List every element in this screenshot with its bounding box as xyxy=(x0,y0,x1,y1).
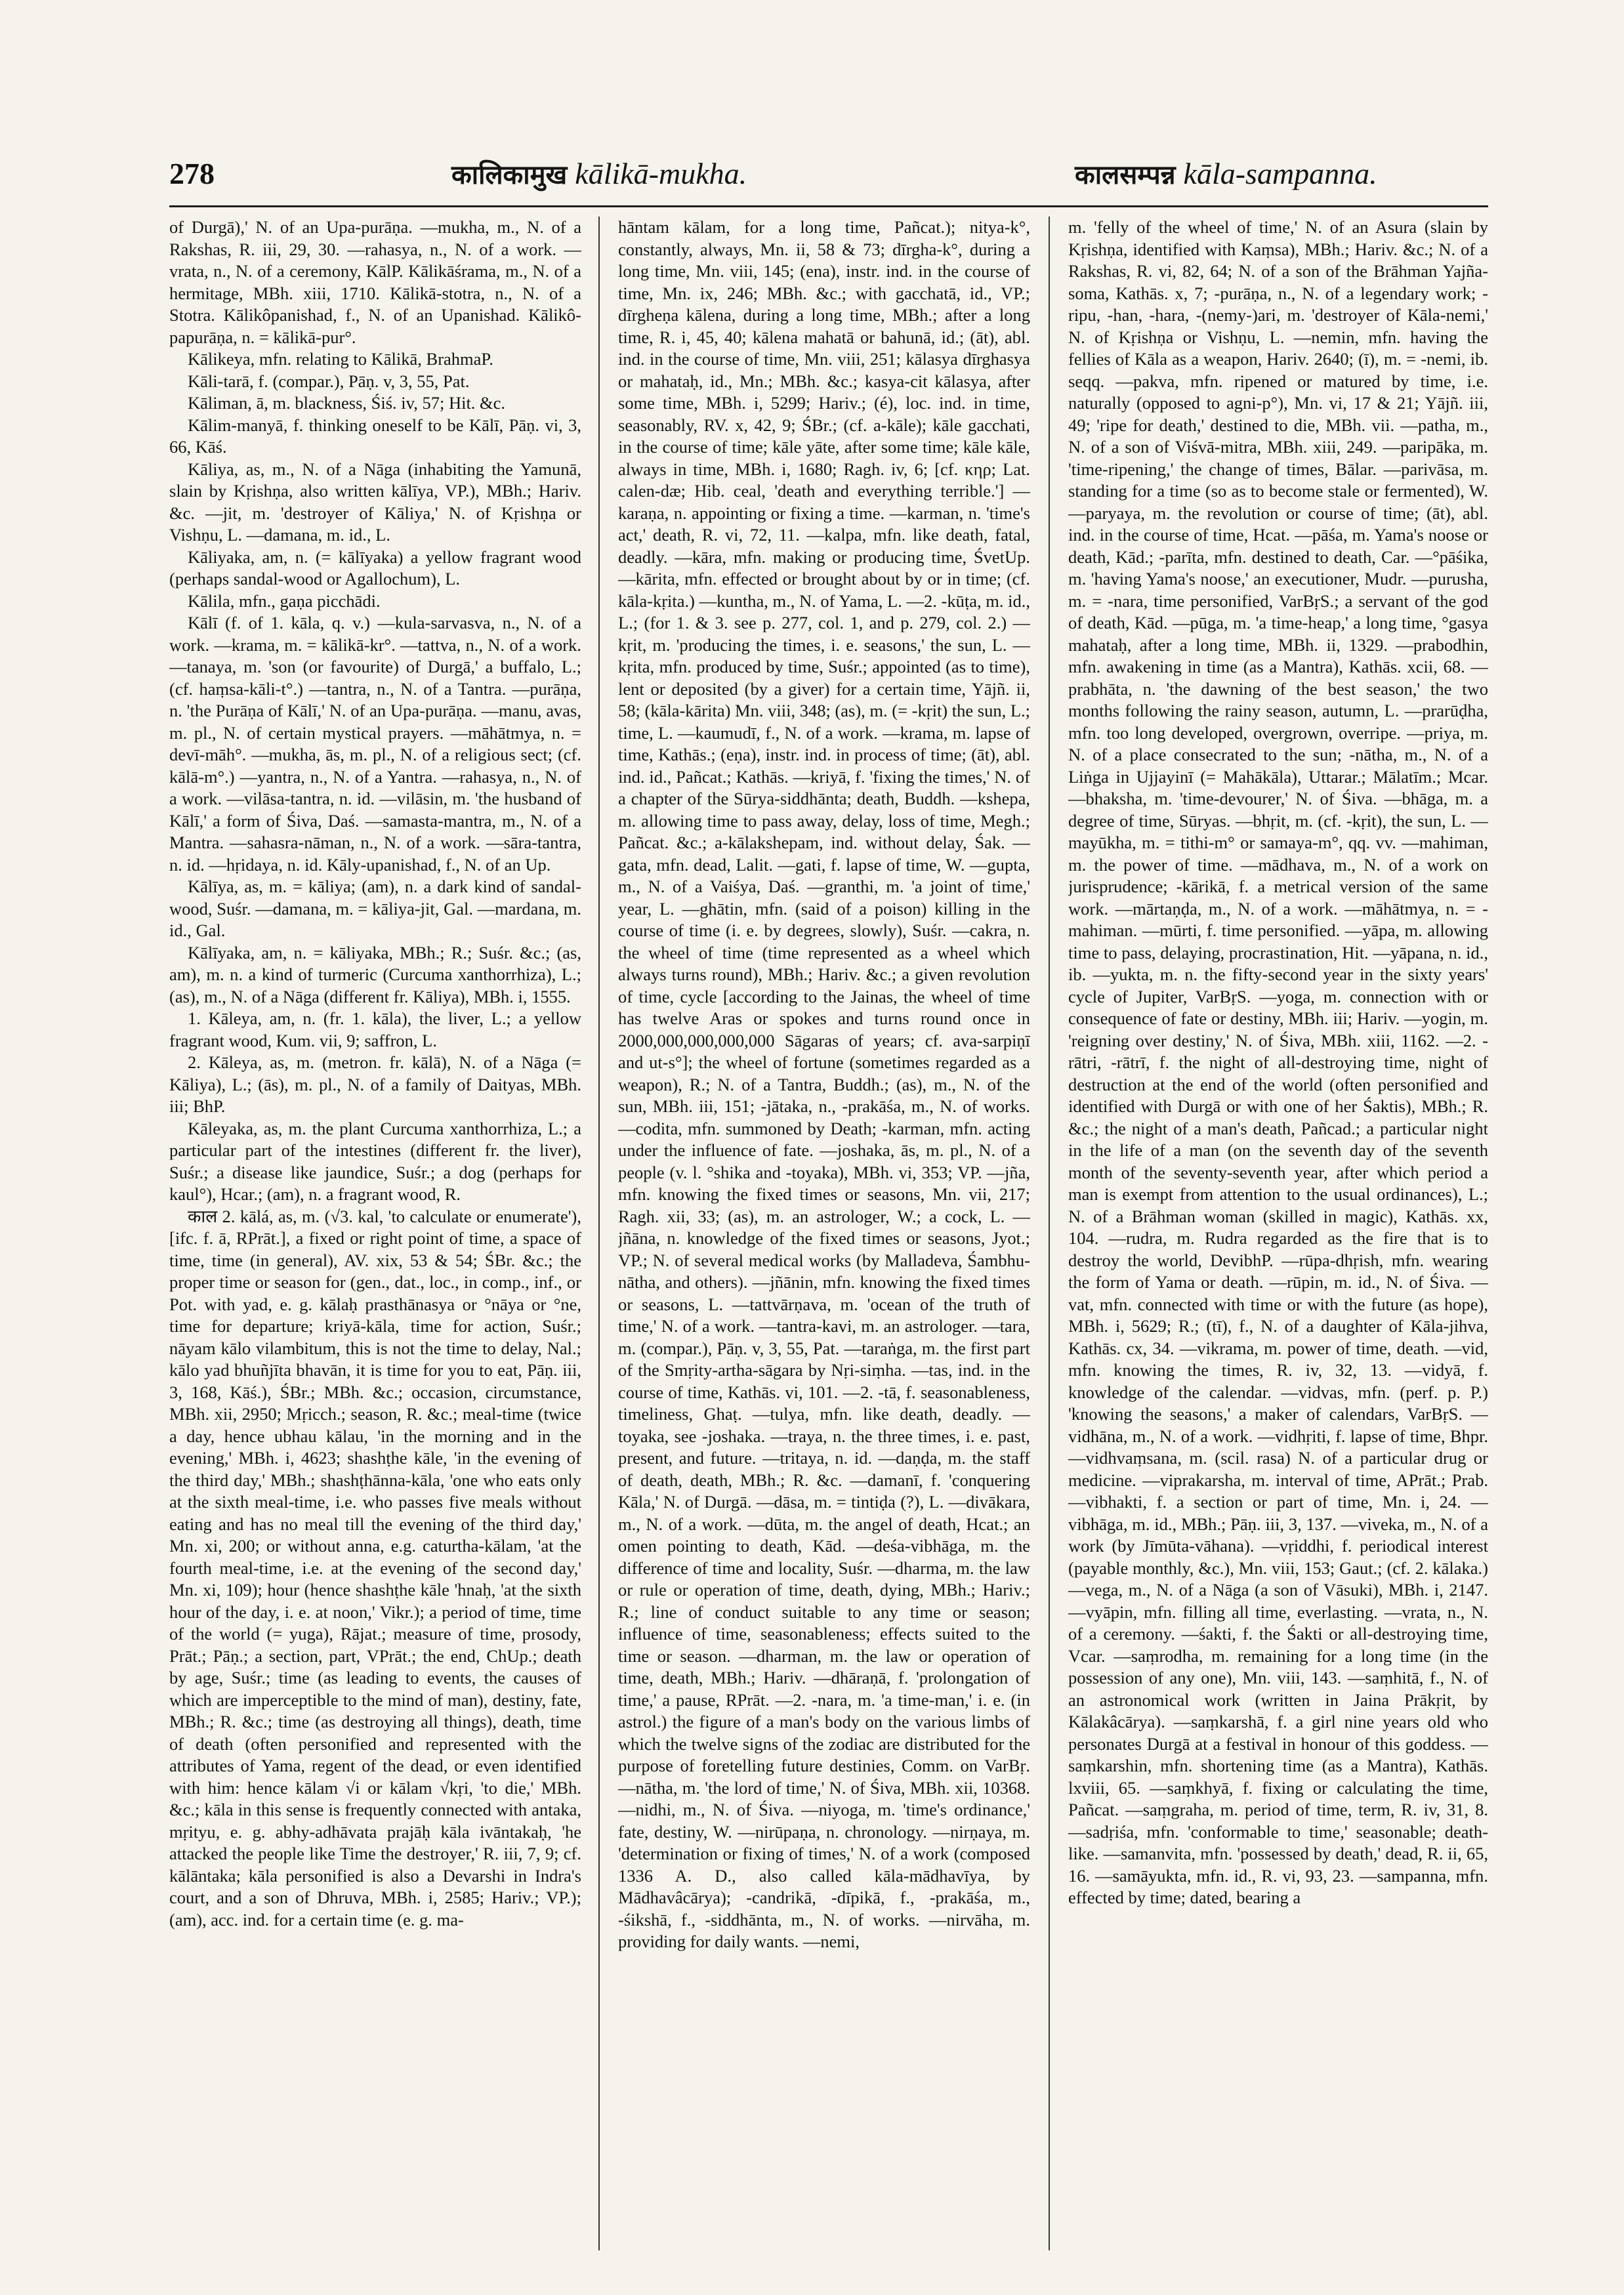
entry-paragraph: m. 'felly of the wheel of time,' N. of an Asura (slain by Kṛishṇa, identified with Kaṃsa), MBh.; Hariv. &c.; N. of a Rakshas, R. vi, 82, 64; N. of a son of the Brāhman Yajña-soma, Kathās. x, 7; -purāṇa, n., N. of a legendary work; -ripu, -han, -hara, -(nemy-)ari, m. 'destroyer of Kāla-nemi,' N. of Kṛishṇa or Vishṇu, L. —nemin, mfn. having the fellies of Kāla as a weapon, Hariv. 2640; (ī), m. = -nemi, ib. seqq. —pakva, mfn. ripened or matured by time, i.e. naturally (opposed to agni-p°), Mn. vi, 17 & 21; Yājñ. iii, 49; 'ripe for death,' destined to die, MBh. vii. —patha, m., N. of a son of Viśvā-mitra, MBh. xiii, 249. —paripāka, m. 'time-ripening,' the change of times, Bālar. —parivāsa, m. standing for a time (so as to become stale or fermented), W. —paryaya, m. the revolution or course of time; (āt), abl. ind. in the course of time, Hcat. —pāśa, m. Yama's noose or death, Kād.; -parīta, mfn. destined to death, Car. —°pāśika, m. 'having Yama's noose,' an executioner, Mudr. —purusha, m. = -nara, time personified, VarBṛS.; a servant of the god of death, Kād. —pūga, m. 'a time-heap,' a long time, °gasya mahataḥ, after a long time, MBh. ii, 1329. —prabodhin, mfn. awakening in time (as a Mantra), Kathās. xcii, 68. —prabhāta, n. 'the dawning of the best season,' the two months following the rainy season, autumn, L. —prarūḍha, mfn. too long developed, overgrown, overripe. —priya, m. N. of a place consecrated to the sun; -nātha, m., N. of a Liṅga in Ujjayinī (= Mahākāla), Uttarar.; Mālatīm.; Mcar. —bhaksha, m. 'time-devourer,' N. of Śiva. —bhāga, m. a degree of time, Sūryas. —bhṛit, m. (cf. -kṛit), the sun, L. —mayūkha, m. = tithi-m° or samaya-m°, qq. vv. —mahiman, m. the power of time. —mādhava, m., N. of a work on jurisprudence; -kārikā, f. a metrical version of the same work. —mārtaṇḍa, m., N. of a work. —māhātmya, n. = -mahiman. —mūrti, f. time personified. —yāpa, m. allowing time to pass, delaying, procrastination, Hit. —yāpana, n. id., ib. —yukta, m. n. the fifty-second year in the sixty years' cycle of Jupiter, VarBṛS. —yoga, m. connection with or consequence of fate or destiny, MBh. iii; Hariv. —yogin, m. 'reigning over destiny,' N. of Śiva, MBh. xiii, 1162. —2. -rātri, -rātrī, f. the night of all-destroying time, night of destruction at the end of the world (often personified and identified with Durgā or with one of her Śaktis), MBh.; R. &c.; the night of a man's death, Pañcad.; a particular night in the life of a man (on the seventh day of the seventh month of the seventy-seventh year, after which period a man is exempt from attention to the usual ordinances), L.; N. of a Brāhman woman (skilled in magic), Kathās. xx, 104. —rudra, m. Rudra regarded as the fire that is to destroy the world, DevibhP. —rūpa-dhṛish, mfn. wearing the form of Yama or death. —rūpin, m. id., N. of Śiva. —vat, mfn. connected with time or with the future (as hope), MBh. i, 5629; R.; (tī), f., N. of a daughter of Kāla-jihva, Kathās. cx, 34. —vikrama, m. power of time, death. —vid, mfn. knowing the times, R. iv, 32, 13. —vidyā, f. knowledge of the calendar. —vidvas, mfn. (perf. p. P.) 'knowing the seasons,' a maker of calendars, VarBṛS. —vidhāna, m., N. of a work. —vidhṛiti, f. lapse of time, Bhpr. —vidhvaṃsana, m. (scil. rasa) N. of a particular drug or medicine. —viprakarsha, m. interval of time, APrāt.; Prab. —vibhakti, f. a section or part of time, Mn. i, 24. —vibhāga, m. id., MBh.; Pāṇ. iii, 3, 137. —viveka, m., N. of a work (by Jīmūta-vāhana). —vṛiddhi, f. periodical interest (payable monthly, &c.), Mn. viii, 153; Gaut.; (cf. 2. kālaka.) —vega, m., N. of a Nāga (a son of Vāsuki), MBh. i, 2147. —vyāpin, mfn. filling all time, everlasting. —vrata, n., N. of a ceremony. —śakti, f. the Śakti or all-destroying time, Vcar. —saṃrodha, m. remaining for a long time (in the possession of any one), Mn. viii, 143. —saṃhitā, f., N. of an astronomical work (written in Jaina Prākṛit, by Kālakâcārya). —saṃkarshā, f. a girl nine years old who personates Durgā at a festival in honour of this goddess. —saṃkarshin, mfn. shortening time (as a Mantra), Kathās. lxviii, 65. —saṃkhyā, f. fixing or calculating the time, Pañcat. —saṃgraha, m. period of time, term, R. iv, 31, 8. —sadṛiśa, mfn. 'conformable to time,' seasonable; death-like. —samanvita, mfn. 'possessed by death,' dead, R. ii, 65, 16. —samāyukta, mfn. id., R. vi, 93, 23. —sampanna, mfn. effected by time; dated, bearing a xyxy=(1068,217,1488,1907)
entry-paragraph: Kālila, mfn., gaṇa picchādi. xyxy=(188,590,381,611)
header-rule xyxy=(169,205,1488,207)
entry-paragraph: Kālikeya, mfn. relating to Kālikā, BrahmaP. xyxy=(188,349,493,369)
column-divider xyxy=(598,217,600,2250)
entry-paragraph: Kāliyaka, am, n. (= kālīyaka) a yellow fragrant wood (perhaps sandal-wood or Agallochum), L. xyxy=(169,547,581,589)
column-3 xyxy=(1068,217,1488,2264)
entry-paragraph: of Durgā),' N. of an Upa-purāṇa. —mukha, m., N. of a Rakshas, R. iii, 29, 30. —rahasya, n., N. of a work. —vrata, n., N. of a ceremony, KālP. Kālikāśrama, m., N. of a hermitage, MBh. xiii, 1710. Kālikā-stotra, n., N. of a Stotra. Kālikôpanishad, f., N. of an Upanishad. Kālikô-papurāṇa, n. = kālikā-pur°. xyxy=(169,217,581,347)
entry-paragraph: 1. Kāleya, am, n. (fr. 1. kāla), the liver, L.; a yellow fragrant wood, Kum. vii, 9; saffron, L. xyxy=(169,1008,581,1050)
entry-paragraph: Kālim-manyā, f. thinking oneself to be Kālī, Pāṇ. vi, 3, 66, Kāś. xyxy=(169,415,581,457)
entry-paragraph: 2. Kāleya, as, m. (metron. fr. kālā), N. of a Nāga (= Kāliya), L.; (ās), m. pl., N. of a family of Daityas, MBh. iii; BhP. xyxy=(169,1052,581,1116)
right-running-head xyxy=(1075,148,1377,201)
left-devanagari-headword: कालिकामुख xyxy=(451,160,568,190)
entry-paragraph: Kālīya, as, m. = kāliya; (am), n. a dark kind of sandal-wood, Suśr. —damana, m. = kāliya-jit, Gal. —mardana, m. id., Gal. xyxy=(169,877,581,940)
entry-paragraph: Kāleyaka, as, m. the plant Curcuma xanthorrhiza, L.; a particular part of the intestines (different fr. the liver), Suśr.; a disease like jaundice, Suśr.; a dog (perhaps for kaul°), Hcar.; (am), n. a fragrant wood, R. xyxy=(169,1118,581,1204)
entry-paragraph: Kālī (f. of 1. kāla, q. v.) —kula-sarvasva, n., N. of a work. —krama, m. = kālikā-kr°. —tattva, n., N. of a work. —tanaya, m. 'son (or favourite) of Durgā,' a buffalo, L.; (cf. haṃsa-kāli-t°.) —tantra, n., N. of a Tantra. —purāṇa, n. 'the Purāṇa of Kālī,' N. of an Upa-purāṇa. —manu, avas, m. pl., N. of certain mystical prayers. —māhātmya, n. = devī-māh°. —mukha, ās, m. pl., N. of a religious sect; (cf. kālā-m°.) —yantra, n., N. of a Yantra. —rahasya, n., N. of a work. —vilāsa-tantra, n. id. —vilāsin, m. 'the husband of Kālī,' a form of Śiva, Daś. —samasta-mantra, m., N. of a Mantra. —sahasra-nāman, n., N. of a work. —sāra-tantra, n. id. —hṛidaya, n. id. Kāly-upanishad, f., N. of an Up. xyxy=(169,613,581,875)
left-transliterated-headword: kālikā-mukha. xyxy=(575,157,747,190)
entry-paragraph: hāntam kālam, for a long time, Pañcat.); nitya-k°, constantly, always, Mn. ii, 58 & 73; dīrgha-k°, during a long time, Mn. viii, 145; (ena), instr. ind. in the course of time, Mn. ix, 246; MBh. &c.; with gacchatā, id., VP.; dīrgheṇa kālena, during a long time, MBh.; after a long time, R. i, 45, 40; kālena mahatā or bahunā, id.; (āt), abl. ind. in the course of time, Mn. viii, 251; kālasya dīrghasya or mahataḥ, id., Mn.; MBh. &c.; kasya-cit kālasya, after some time, MBh. i, 5299; Hariv.; (é), loc. ind. in time, seasonably, RV. x, 42, 9; ŚBr.; (cf. a-kāle); kāle gacchati, in the course of time; kāle yāte, after some time; kāle kāle, always in time, MBh. i, 1680; Ragh. iv, 6; [cf. κηρ; Lat. calen-dæ; Hib. ceal, 'death and everything terrible.'] —karaṇa, n. appointing or fixing a time. —karman, n. 'time's act,' death, R. vi, 72, 11. —kalpa, mfn. like death, fatal, deadly. —kāra, mfn. making or producing time, ŚvetUp. —kārita, mfn. effected or brought about by or in time; (cf. kāla-kṛita.) —kuntha, m., N. of Yama, L. —2. -kūṭa, m. id., L.; (for 1. & 3. see p. 277, col. 1, and p. 279, col. 2.) —kṛit, m. 'producing the times, i. e. seasons,' the sun, L. —kṛita, mfn. produced by time, Suśr.; appointed (as to time), lent or deposited (by a giver) for a certain time, Yājñ. ii, 58; (kāla-kārita) Mn. viii, 348; (as), m. (= -kṛit) the sun, L.; time, L. —kaumudī, f., N. of a work. —krama, m. lapse of time, Kathās.; (eṇa), instr. ind. in process of time; (āt), abl. ind. id., Pañcat.; Kathās. —kriyā, f. 'fixing the times,' N. of a chapter of the Sūrya-siddhānta; death, Buddh. —kshepa, m. allowing time to pass away, delay, loss of time, Megh.; Pañcat. &c.; a-kālakshepam, ind. without delay, Śak. —gata, mfn. dead, Lalit. —gati, f. lapse of time, W. —gupta, m., N. of a Vaiśya, Daś. —granthi, m. 'a joint of time,' year, L. —ghātin, mfn. (said of a poison) killing in the course of time (i. e. by degrees, slowly), Suśr. —cakra, n. the wheel of time (time represented as a wheel which always turns round), MBh.; Hariv. &c.; a given revolution of time, cycle [according to the Jainas, the wheel of time has twelve Aras or spokes and turns round once in 2000,000,000,000,000 Sāgaras of years; cf. ava-sarpiṇī and ut-s°]; the wheel of fortune (sometimes regarded as a weapon), R.; N. of a Tantra, Buddh.; (as), m., N. of the sun, MBh. iii, 151; -jātaka, n., -prakāśa, m., N. of works. —codita, mfn. summoned by Death; -karman, mfn. acting under the influence of fate. —joshaka, ās, m. pl., N. of a people (v. l. °shika and -toyaka), MBh. vi, 353; VP. —jña, mfn. knowing the fixed times or seasons, Mn. vii, 217; Ragh. xii, 33; (as), m. an astrologer, W.; a cock, L. —jñāna, n. knowledge of the fixed times or seasons, Jyot.; VP.; N. of several medical works (by Malladeva, Śambhu-nātha, and others). —jñānin, mfn. knowing the fixed times or seasons, L. —tattvārṇava, m. 'ocean of the truth of time,' N. of a work. —tantra-kavi, m. an astrologer. —tara, m. (compar.), Pāṇ. v, 3, 55, Pat. —taraṅga, m. the first part of the Smṛity-artha-sāgara by Nṛi-siṃha. —tas, ind. in the course of time, Kathās. vi, 101. —2. -tā, f. seasonableness, timeliness, Ghaṭ. —tulya, mfn. like death, deadly. —toyaka, see -joshaka. —traya, n. the three times, i. e. past, present, and future. —tritaya, n. id. —daṇḍa, m. the staff of death, death, MBh.; R. &c. —damanī, f. 'conquering Kāla,' N. of Durgā. —dāsa, m. = tintiḍa (?), L. —divākara, m., N. of a work. —dūta, m. the angel of death, Hcat.; an omen pointing to death, Kād. —deśa-vibhāga, m. the difference of time and locality, Suśr. —dharma, m. the law or rule or operation of time, death, dying, MBh.; Hariv.; R.; line of conduct suitable to any time or season; influence of time, seasonableness; effects suited to the time or season. —dharman, m. the law or operation of time, death, MBh.; Hariv. —dhāraṇā, f. 'prolongation of time,' a pause, RPrāt. —2. -nara, m. 'a time-man,' i. e. (in astrol.) the figure of a man's body on the various limbs of which the twelve signs of the zodiac are distributed for the purpose of foretelling future destinies, Comm. on VarBṛ. —nātha, m. 'the lord of time,' N. of Śiva, MBh. xii, 10368. —nidhi, m., N. of Śiva. —niyoga, m. 'time's ordinance,' fate, destiny, W. —nirūpaṇa, n. chronology. —nirṇaya, m. 'determination or fixing of times,' N. of a work (composed 1336 A. D., also called kāla-mādhavīya, by Mādhavâcārya); -candrikā, -dīpikā, f., -prakāśa, m., -śikshā, f., -siddhānta, m., N. of works. —nirvāha, m. providing for daily wants. —nemi, xyxy=(618,217,1030,1951)
column-2 xyxy=(618,217,1030,2264)
entry-paragraph: Kālīyaka, am, n. = kāliyaka, MBh.; R.; Suśr. &c.; (as, am), m. n. a kind of turmeric (Curcuma xanthorrhiza), L.; (as), m., N. of a Nāga (different fr. Kāliya), MBh. i, 1555. xyxy=(169,942,581,1006)
column-divider xyxy=(1049,217,1050,2250)
column-1 xyxy=(169,217,581,2264)
running-header xyxy=(169,148,1488,200)
page-number: 278 xyxy=(169,157,215,190)
left-running-head xyxy=(451,148,747,201)
right-devanagari-headword: कालसम्पन्न xyxy=(1075,160,1176,190)
right-transliterated-headword: kāla-sampanna. xyxy=(1183,157,1377,190)
entry-paragraph: Kāliman, ā, m. blackness, Śiś. iv, 57; Hit. &c. xyxy=(188,393,506,413)
entry-paragraph: Kāli-tarā, f. (compar.), Pāṇ. v, 3, 55, Pat. xyxy=(188,371,470,391)
entry-paragraph: Kāliya, as, m., N. of a Nāga (inhabiting the Yamunā, slain by Kṛishṇa, also written kālīya, VP.), MBh.; Hariv. &c. —jit, m. 'destroyer of Kāliya,' N. of Kṛishṇa or Vishṇu, L. —damana, m. id., L. xyxy=(169,459,581,545)
entry-paragraph: काल 2. kālá, as, m. (√3. kal, 'to calculate or enumerate'), [ifc. f. ā, RPrāt.], a fixed or right point of time, a space of time, time (in general), AV. xix, 53 & 54; ŚBr. &c.; the proper time or season for (gen., dat., loc., in comp., inf., or Pot. with yad, e. g. kālaḥ prasthānasya or °nāya or °ne, time for departure; kriyā-kāla, time for action, Suśr.; nāyam kālo vilambitum, this is not the time to delay, Nal.; kālo yad bhuñjīta bhavān, it is time for you to eat, Pāṇ. iii, 3, 168, Kāś.), ŚBr.; MBh. &c.; occasion, circumstance, MBh. xii, 2950; Mṛicch.; season, R. &c.; meal-time (twice a day, hence ubhau kālau, 'in the morning and in the evening,' MBh. i, 4623; shashṭhe kāle, 'in the evening of the third day,' MBh.; shashṭhānna-kāla, 'one who eats only at the sixth meal-time, i.e. who passes five meals without eating and has no meal till the evening of the third day,' Mn. xi, 200; or without anna, e.g. caturtha-kālam, 'at the fourth meal-time, i.e. at the evening of the second day,' Mn. xi, 109); hour (hence shashṭhe kāle 'hnaḥ, 'at the sixth hour of the day, i. e. at noon,' Vikr.); a period of time, time of the world (= yuga), Rājat.; measure of time, prosody, Prāt.; Pāṇ.; a section, part, VPrāt.; the end, ChUp.; death by age, Suśr.; time (as leading to events, the causes of which are imperceptible to the mind of man), destiny, fate, MBh.; R. &c.; time (as destroying all things), death, time of death (often personified and represented with the attributes of Yama, regent of the dead, or even identified with him: hence kālam √i or kālam √kṛi, 'to die,' MBh. &c.; kāla in this sense is frequently connected with antaka, mṛityu, e. g. abhy-adhāvata prajāḥ kāla ivāntakaḥ, 'he attacked the people like Time the destroyer,' R. iii, 7, 9; cf. kālāntaka; kāla personified is also a Devarshi in Indra's court, and a son of Dhruva, MBh. i, 2585; Hariv.; VP.); (am), acc. ind. for a certain time (e. g. ma- xyxy=(169,1206,581,1930)
